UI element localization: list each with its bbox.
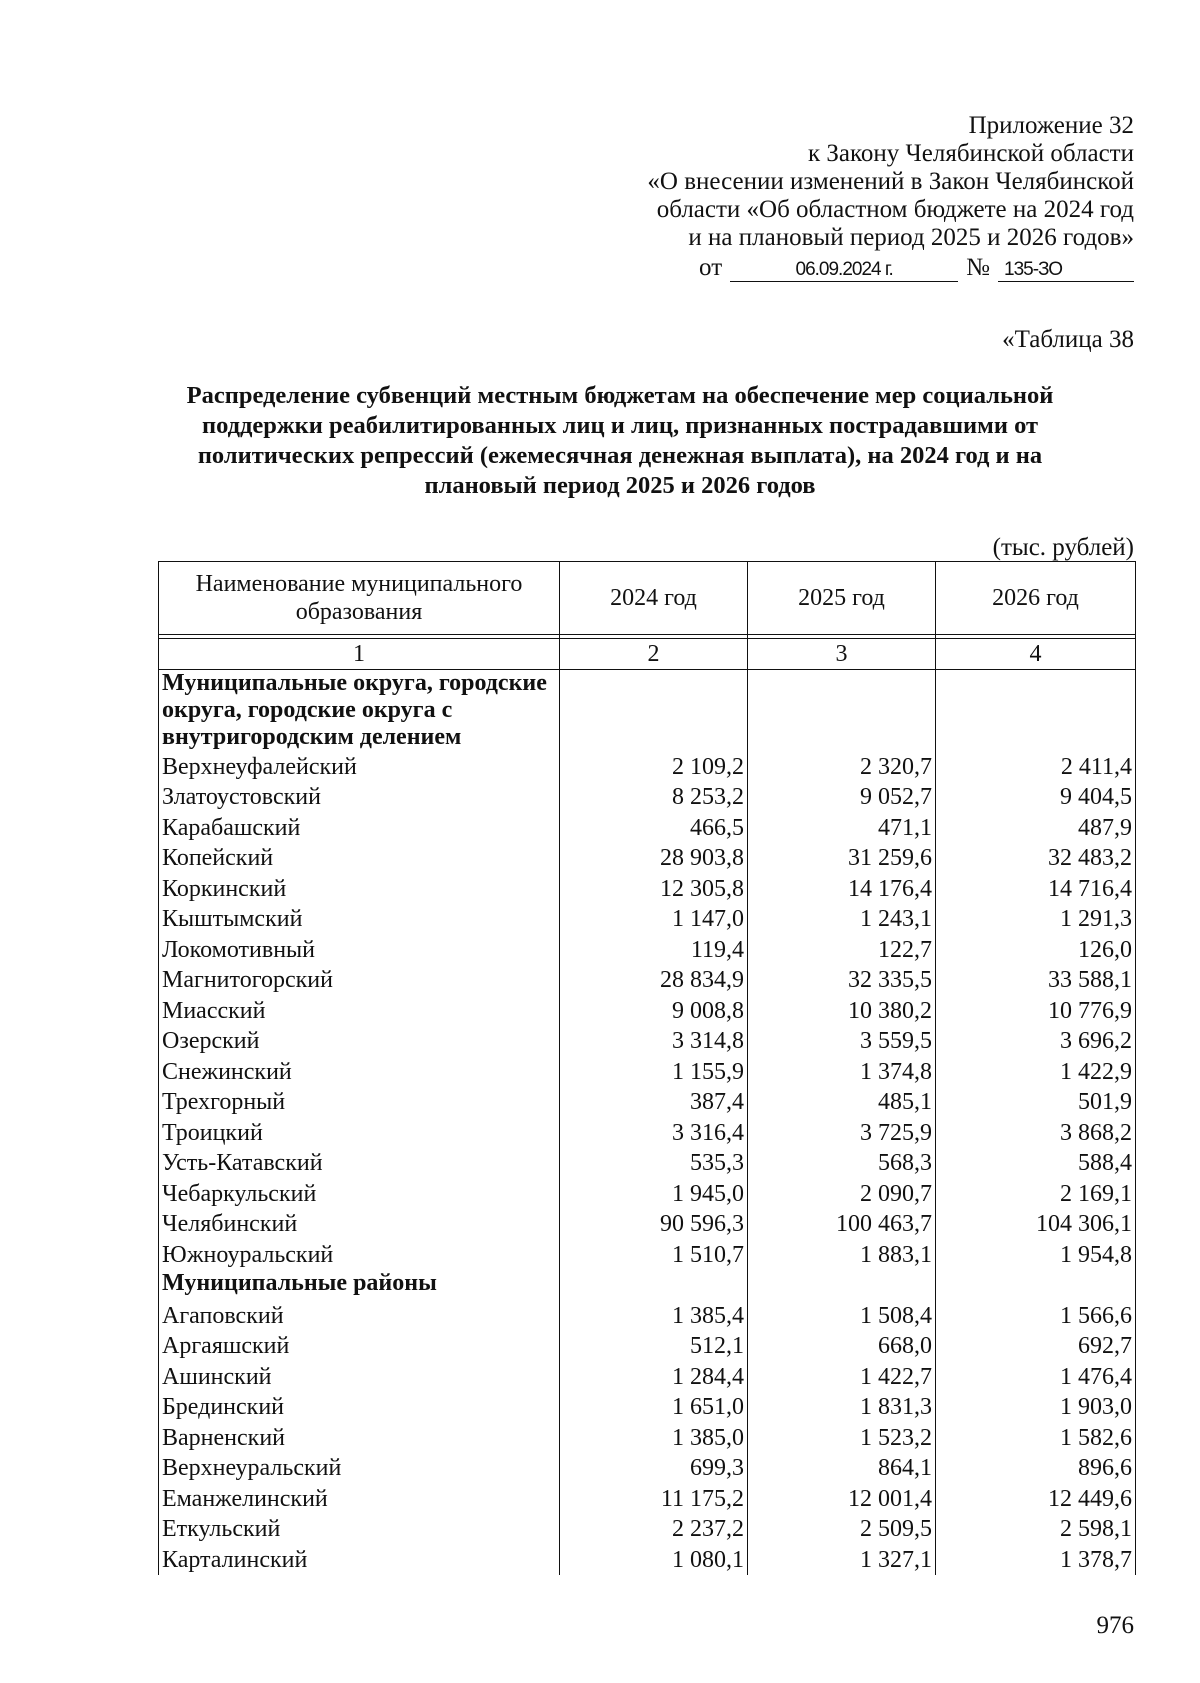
table-row [159,1239,1136,1270]
value-2024: 12 305,8 [560,873,748,904]
value-2024: 2 109,2 [560,751,748,782]
municipality-name: Магнитогорский [159,965,560,996]
value-2026: 126,0 [936,934,1136,965]
value-2026: 501,9 [936,1087,1136,1118]
municipality-name: Златоустовский [159,782,560,813]
value-2026: 487,9 [936,812,1136,843]
document-title: Распределение субвенций местным бюджетам на обеспечение мер социальной поддержки реабилитированных лиц и лиц, признанных пострадавшими от политических репрессий (ежемесячная денежная выплата), на 2024 год и на плановый период 2025 и 2026 годов [186,382,1054,499]
column-number-row [159,639,1136,670]
value-2024: 28 903,8 [560,843,748,874]
appendix-line: к Закону Челябинской области [808,140,1134,167]
value-2024: 9 008,8 [560,995,748,1026]
number-label: № [966,254,990,281]
value-2026: 3 868,2 [936,1117,1136,1148]
table-row [159,1087,1136,1118]
municipality-name: Челябинский [159,1209,560,1240]
value-2026: 1 476,4 [936,1361,1136,1392]
value-2024: 512,1 [560,1331,748,1362]
value-2024: 11 175,2 [560,1483,748,1514]
value-2025: 1 508,4 [748,1300,936,1331]
header-2024: 2024 год [560,562,748,635]
value-2026: 1 566,6 [936,1300,1136,1331]
value-2025: 31 259,6 [748,843,936,874]
table-row [159,751,1136,782]
value-2025: 1 374,8 [748,1056,936,1087]
value-2025: 12 001,4 [748,1483,936,1514]
municipality-name: Коркинский [159,873,560,904]
value-2025: 1 422,7 [748,1361,936,1392]
value-2024: 387,4 [560,1087,748,1118]
table-row [159,1117,1136,1148]
value-2024: 699,3 [560,1453,748,1484]
municipality-name: Верхнеуральский [159,1453,560,1484]
table-row [159,904,1136,935]
municipality-name: Аргаяшский [159,1331,560,1362]
value-2026: 1 903,0 [936,1392,1136,1423]
appendix-line: и на плановый период 2025 и 2026 годов» [688,224,1134,251]
table-row [159,812,1136,843]
table-row [159,1300,1136,1331]
municipality-name: Усть-Катавский [159,1148,560,1179]
value-2025: 3 559,5 [748,1026,936,1057]
value-2024: 1 945,0 [560,1178,748,1209]
value-2025: 471,1 [748,812,936,843]
value-2026: 104 306,1 [936,1209,1136,1240]
subvention-table [158,561,1136,1575]
municipality-name: Копейский [159,843,560,874]
value-2024: 1 284,4 [560,1361,748,1392]
value-2025: 1 831,3 [748,1392,936,1423]
table-row [159,1544,1136,1575]
value-2026: 588,4 [936,1148,1136,1179]
col-number: 1 [159,639,560,670]
municipality-name: Брединский [159,1392,560,1423]
value-2025: 668,0 [748,1331,936,1362]
table-row [159,1209,1136,1240]
value-2024: 1 385,0 [560,1422,748,1453]
appendix-line: «О внесении изменений в Закон Челябинской [647,168,1134,195]
value-2024: 1 385,4 [560,1300,748,1331]
table-row [159,873,1136,904]
value-2026: 33 588,1 [936,965,1136,996]
municipality-name: Озерский [159,1026,560,1057]
table-label: «Таблица 38 [1002,326,1134,353]
value-2025: 3 725,9 [748,1117,936,1148]
municipality-name: Южноуральский [159,1239,560,1270]
municipality-name: Миасский [159,995,560,1026]
municipality-name: Локомотивный [159,934,560,965]
value-2024: 535,3 [560,1148,748,1179]
table-row [159,1483,1136,1514]
law-date-number [574,254,1134,282]
header-name: Наименование муниципального образования [159,562,560,635]
table-row [159,1148,1136,1179]
value-2026: 2 169,1 [936,1178,1136,1209]
col-number: 4 [936,639,1136,670]
value-2026: 896,6 [936,1453,1136,1484]
table-row [159,1453,1136,1484]
value-2024: 3 316,4 [560,1117,748,1148]
value-2026: 12 449,6 [936,1483,1136,1514]
section-row [159,670,1136,752]
header-2026: 2026 год [936,562,1136,635]
units-label: (тыс. рублей) [992,534,1134,561]
table-row [159,782,1136,813]
value-2025: 1 327,1 [748,1544,936,1575]
value-2026: 1 378,7 [936,1544,1136,1575]
value-2024: 90 596,3 [560,1209,748,1240]
municipality-name: Снежинский [159,1056,560,1087]
value-2024: 3 314,8 [560,1026,748,1057]
value-2026: 32 483,2 [936,843,1136,874]
value-2026: 692,7 [936,1331,1136,1362]
table-header-row [159,562,1136,635]
value-2025: 568,3 [748,1148,936,1179]
appendix-line: Приложение 32 [968,112,1134,139]
appendix-line: области «Об областном бюджете на 2024 год [656,196,1134,223]
value-2025: 485,1 [748,1087,936,1118]
table-row [159,843,1136,874]
municipality-name: Карабашский [159,812,560,843]
municipality-name: Ашинский [159,1361,560,1392]
table-row [159,1178,1136,1209]
value-2025: 1 523,2 [748,1422,936,1453]
value-2025: 2 320,7 [748,751,936,782]
col-number: 3 [748,639,936,670]
value-2025: 864,1 [748,1453,936,1484]
law-number: 135-ЗО [998,259,1134,282]
table-body [159,1270,1136,1575]
value-2026: 2 411,4 [936,751,1136,782]
value-2024: 1 510,7 [560,1239,748,1270]
municipality-name: Кыштымский [159,904,560,935]
from-label: от [699,254,723,281]
law-date: 06.09.2024 г. [730,259,958,282]
value-2026: 1 422,9 [936,1056,1136,1087]
table-row [159,1331,1136,1362]
municipality-name: Еткульский [159,1514,560,1545]
municipality-name: Троицкий [159,1117,560,1148]
value-2024: 1 155,9 [560,1056,748,1087]
table-row [159,1056,1136,1087]
value-2026: 1 291,3 [936,904,1136,935]
municipality-name: Трехгорный [159,1087,560,1118]
value-2025: 100 463,7 [748,1209,936,1240]
value-2024: 2 237,2 [560,1514,748,1545]
table-row [159,1392,1136,1423]
value-2024: 8 253,2 [560,782,748,813]
section-title: Муниципальные районы [159,1270,560,1301]
table-row [159,965,1136,996]
value-2026: 10 776,9 [936,995,1136,1026]
value-2025: 9 052,7 [748,782,936,813]
value-2025: 32 335,5 [748,965,936,996]
value-2025: 10 380,2 [748,995,936,1026]
value-2025: 1 243,1 [748,904,936,935]
page-number: 976 [1096,1612,1134,1639]
value-2024: 28 834,9 [560,965,748,996]
table-row [159,995,1136,1026]
table-row [159,1361,1136,1392]
value-2026: 3 696,2 [936,1026,1136,1057]
table-row [159,1422,1136,1453]
value-2024: 119,4 [560,934,748,965]
section-row [159,1270,1136,1301]
value-2024: 1 651,0 [560,1392,748,1423]
table-row [159,1514,1136,1545]
value-2025: 1 883,1 [748,1239,936,1270]
municipality-name: Агаповский [159,1300,560,1331]
value-2025: 2 090,7 [748,1178,936,1209]
value-2025: 2 509,5 [748,1514,936,1545]
municipality-name: Карталинский [159,1544,560,1575]
value-2025: 122,7 [748,934,936,965]
value-2024: 1 147,0 [560,904,748,935]
header-2025: 2025 год [748,562,936,635]
appendix-header [574,112,1134,282]
value-2026: 1 954,8 [936,1239,1136,1270]
value-2026: 1 582,6 [936,1422,1136,1453]
municipality-name: Варненский [159,1422,560,1453]
section-title: Муниципальные округа, городские округа, городские округа с внутригородским делением [159,670,560,752]
value-2026: 14 716,4 [936,873,1136,904]
value-2024: 466,5 [560,812,748,843]
value-2026: 2 598,1 [936,1514,1136,1545]
municipality-name: Верхнеуфалейский [159,751,560,782]
value-2024: 1 080,1 [560,1544,748,1575]
municipality-name: Чебаркульский [159,1178,560,1209]
value-2025: 14 176,4 [748,873,936,904]
table-row [159,1026,1136,1057]
table-body [159,670,1136,1270]
col-number: 2 [560,639,748,670]
value-2026: 9 404,5 [936,782,1136,813]
table-row [159,934,1136,965]
municipality-name: Еманжелинский [159,1483,560,1514]
